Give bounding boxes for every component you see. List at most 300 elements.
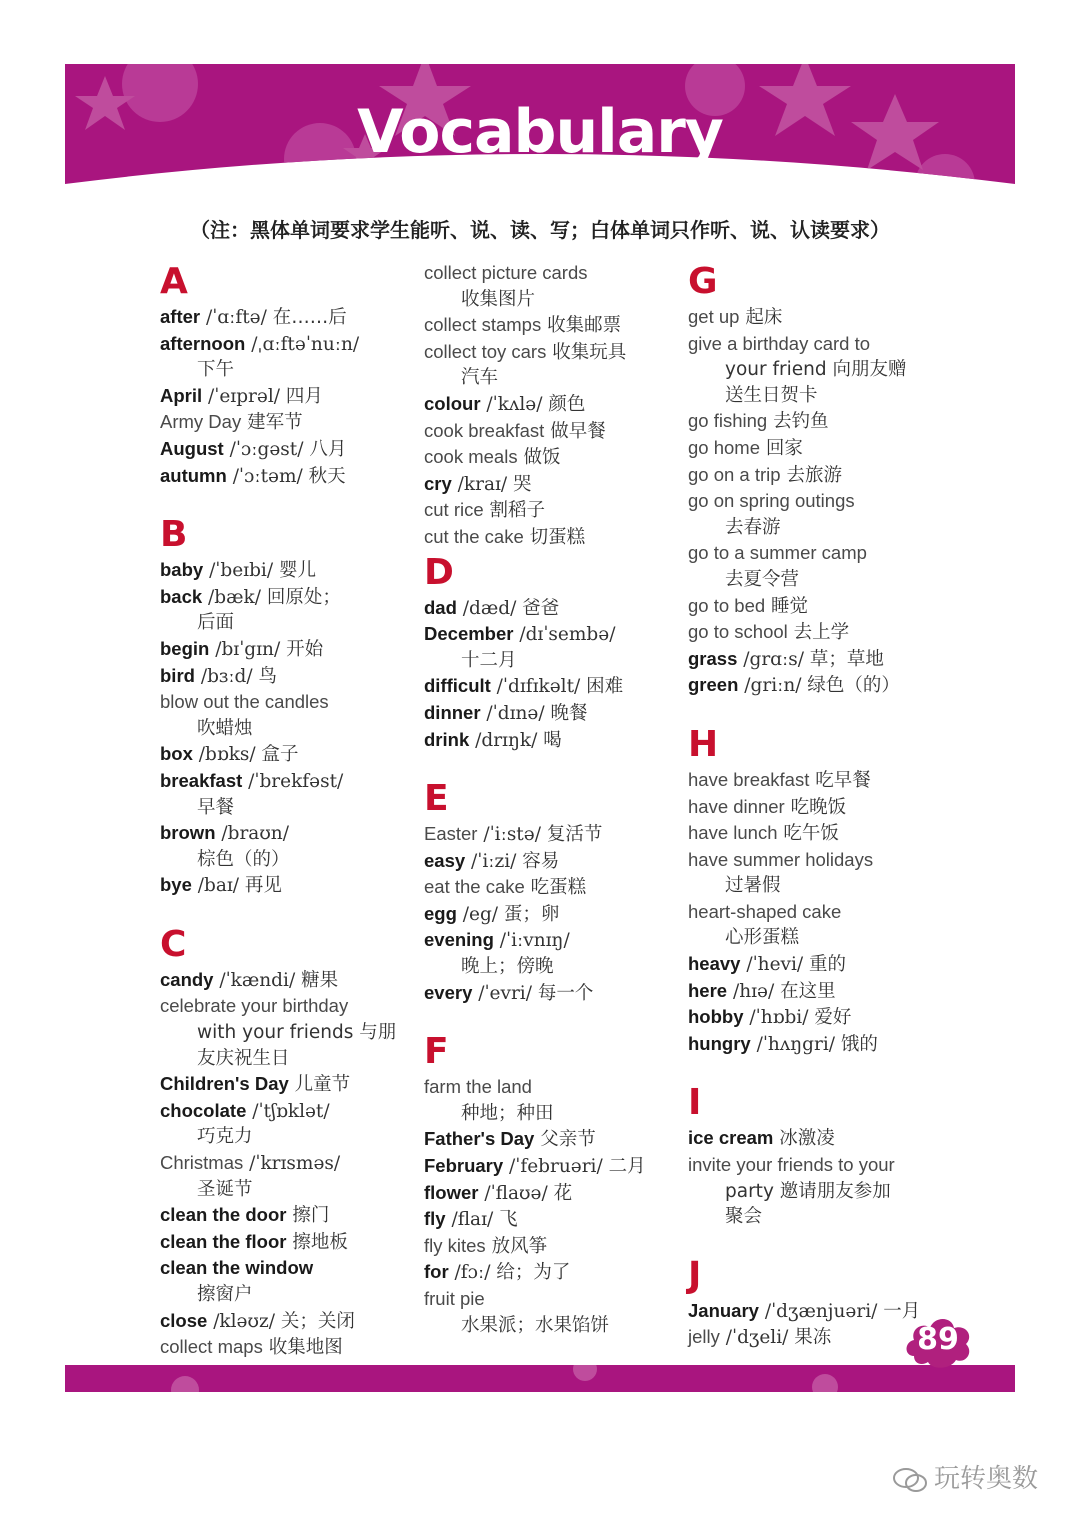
entry-word: go fishing [688,410,768,432]
entry-phonetic: /hɪə/ [727,980,781,1002]
entry-line [160,689,420,716]
entry-meaning: 容易 [522,850,560,872]
entry-word: back [160,585,203,607]
entry-line [424,418,684,445]
entry-line [160,331,420,358]
entry-continuation: 圣诞节 [197,1178,253,1200]
entry-line [160,820,420,847]
entry-meaning: 颜色 [548,393,586,415]
entry-word: go to a summer camp [688,542,867,564]
entry-meaning: 收集地图 [262,1337,343,1359]
vocab-entry [424,700,684,727]
section-gap [688,1230,948,1252]
entry-word: eat the cake [424,876,525,898]
section-letter: H [688,723,719,765]
vocab-entry [160,409,420,436]
vocab-column-1 [160,260,420,1361]
entry-line [160,1334,420,1361]
vocab-column-2 [424,260,684,1338]
entry-word: collect toy cars [424,340,547,362]
vocab-entry [160,1150,420,1202]
entry-phonetic: /ˈflaʊə/ [478,1182,554,1204]
entry-word: brown [160,822,216,844]
entry-meaning: 回原处； [266,586,341,608]
entry-word: bird [160,664,195,686]
entry-phonetic: /ˈiːstə/ [477,824,547,846]
entry-meaning: 秋天 [308,465,346,487]
entry-meaning: 喝 [543,729,562,751]
section-letter: E [424,778,449,820]
vocab-entry [160,304,420,331]
entry-word: December [424,623,514,645]
entry-line [160,557,420,584]
entry-line [688,488,948,515]
page-title: Vocabulary [357,97,723,167]
vocab-entry [424,524,684,551]
entry-meaning: 去旅游 [780,464,842,486]
section-gap [160,489,420,511]
entry-meaning: 饿的 [840,1033,878,1055]
entry-line [688,899,948,926]
entry-line [160,304,420,331]
entry-word: collect maps [160,1336,263,1358]
entry-line [688,331,948,358]
entry-line [688,462,948,489]
entry-continuation: 去夏令营 [725,568,800,590]
entry-meaning: 花 [553,1182,573,1204]
vocab-entry [424,497,684,524]
entry-line [424,444,684,471]
entry-line [424,497,684,524]
entry-meaning: 果冻 [794,1327,832,1349]
vocab-entry [424,980,684,1007]
entry-word: hobby [688,1006,744,1028]
entry-continuation: 心形蛋糕 [725,927,800,949]
entry-meaning: 四月 [285,385,323,407]
entry-word: colour [424,392,481,414]
section-letter: J [688,1254,702,1296]
vocab-entry [160,820,420,872]
entry-phonetic: /ˈbeɪbi/ [203,560,279,582]
entry-meaning: 一月 [883,1300,921,1322]
vocab-entry [160,768,420,820]
entry-phonetic: /bɜːd/ [194,665,259,687]
entry-word: fly [424,1208,446,1230]
vocab-entry [688,1004,948,1031]
entry-line [688,951,948,978]
entry-word: clean the door [160,1204,287,1226]
vocab-entry [424,901,684,928]
entry-phonetic: /ˈhevi/ [740,954,810,976]
entry-word: invite your friends to your [688,1154,895,1176]
entry-word: begin [160,637,210,659]
entry-continuation: 去春游 [725,516,781,538]
entry-word: go to school [688,621,788,643]
instruction-note: （注：黑体单词要求学生能听、说、读、写；白体单词只作听、说、认读要求） [190,218,890,242]
entry-word: collect stamps [424,314,542,336]
wechat-icon [892,1467,928,1493]
entry-word: every [424,981,473,1003]
entry-meaning: 吃晚饭 [784,796,847,818]
vocab-entry [688,488,948,540]
entry-continuation: 巧克力 [197,1126,253,1148]
entry-word: chocolate [160,1099,247,1121]
entry-phonetic: /ˈɔːtəm/ [226,465,309,487]
entry-continuation: 收集图片 [461,288,536,310]
entry-word: difficult [424,675,491,697]
entry-line [424,1180,684,1207]
entry-word: have breakfast [688,768,810,790]
entry-word: celebrate your birthday [160,995,349,1017]
entry-meaning: 鸟 [258,665,278,687]
vocab-entry [424,1180,684,1207]
vocab-entry [688,408,948,435]
entry-continuation: 汽车 [461,367,499,389]
entry-word: farm the land [424,1076,532,1098]
entry-meaning: 做饭 [517,447,561,469]
vocab-entry [160,1098,420,1150]
entry-continuation: with your friends 与朋 [197,1022,397,1044]
entry-meaning: 擦门 [286,1205,330,1227]
vocab-entry [424,595,684,622]
entry-line [160,1098,420,1125]
entry-line [424,1206,684,1233]
entry-line [424,727,684,754]
entry-continuation: 棕色（的） [197,848,290,870]
vocab-entry [160,993,420,1071]
entry-phonetic: /ˈfebruəri/ [503,1156,609,1178]
entry-meaning: 八月 [309,438,347,460]
entry-phonetic: /ˈdʒeli/ [719,1327,795,1349]
entry-phonetic: /griːn/ [738,675,808,697]
entry-line [160,436,420,463]
vocab-entry [424,1074,684,1126]
entry-meaning: 蛋；卵 [503,903,560,925]
entry-phonetic: /ˈdɪnə/ [480,702,551,724]
entry-word: go to bed [688,594,766,616]
entry-word: here [688,979,728,1001]
entry-word: jelly [688,1326,720,1348]
entry-meaning: 爸爸 [522,597,560,619]
entry-line [160,967,420,994]
entry-line [424,848,684,875]
vocab-entry [688,1125,948,1152]
entry-continuation: 友庆祝生日 [197,1047,290,1069]
vocab-entry [424,673,684,700]
entry-line [688,619,948,646]
entry-word: drink [424,728,470,750]
vocab-entry [688,646,948,673]
entry-word: cry [424,472,452,494]
vocab-entry [424,260,684,312]
entry-meaning: 回家 [760,437,803,459]
entry-continuation: 十二月 [461,649,517,671]
entry-line [688,1125,948,1152]
entry-line [424,1286,684,1313]
entry-phonetic: /dɪˈsembə/ [513,624,616,646]
entry-phonetic: /ˈdʒænjuəri/ [758,1300,884,1322]
entry-word: Children's Day [160,1073,289,1095]
entry-phonetic: /flaɪ/ [445,1209,500,1231]
vocab-entry [160,1334,420,1361]
entry-continuation: 过暑假 [725,875,781,897]
entry-continuation: 下午 [197,359,235,381]
vocab-entry [160,1229,420,1256]
entry-line [160,993,420,1020]
entry-phonetic: /ˈevri/ [472,982,538,1004]
entry-line [424,1074,684,1101]
entry-meaning: 父亲节 [534,1129,596,1151]
entry-phonetic: /kləʊz/ [207,1310,281,1332]
entry-phonetic: /bɪˈgɪn/ [209,638,287,660]
entry-meaning: 建军节 [241,412,303,434]
vocab-entry [688,794,948,821]
entry-phonetic: /ˈdɪfɪkəlt/ [490,676,587,698]
entry-phonetic: /ˈeɪprəl/ [202,385,286,407]
entry-meaning: 收集玩具 [546,341,627,363]
entry-line [688,1152,948,1179]
entry-word: blow out the candles [160,691,329,713]
entry-meaning: 去钓鱼 [767,411,829,433]
entry-continuation: 擦窗户 [197,1284,253,1305]
entry-line [424,391,684,418]
entry-word: have lunch [688,822,778,844]
entry-line [160,1308,420,1335]
entry-line [424,1259,684,1286]
entry-continuation: 水果派；水果馅饼 [461,1314,610,1336]
entry-continuation: party 邀请朋友参加 [725,1180,891,1202]
entry-meaning: 儿童节 [288,1074,351,1096]
vocab-entry [424,848,684,875]
vocab-entry [160,557,420,584]
entry-line [688,646,948,673]
entry-phonetic: /ˌɑːftəˈnuːn/ [245,333,360,355]
entry-line [424,673,684,700]
entry-line [160,1150,420,1177]
entry-word: cook meals [424,446,518,468]
entry-word: grass [688,647,738,669]
entry-line [424,471,684,498]
entry-phonetic: /ˈkʌlə/ [480,393,549,415]
entry-meaning: 冰激凌 [773,1128,835,1150]
entry-meaning: 起床 [739,307,783,328]
entry-line [424,339,684,366]
vocab-entry [160,1202,420,1229]
entry-phonetic: /eg/ [456,903,504,925]
entry-word: give a birthday card to [688,332,871,354]
entry-line [688,408,948,435]
entry-phonetic: /ˈiːvnɪŋ/ [493,930,570,952]
entry-line [424,621,684,648]
vocab-entry [424,1286,684,1338]
entry-word: fruit pie [424,1288,485,1309]
entry-meaning: 困难 [586,676,624,698]
entry-meaning: 在这里 [780,980,836,1002]
entry-meaning: 婴儿 [278,560,316,582]
vocab-entry [688,435,948,462]
entry-meaning: 重的 [809,954,847,976]
entry-continuation: 晚上；傍晚 [461,956,554,978]
entry-meaning: 睡觉 [765,595,809,617]
vocab-entry [688,304,948,331]
entry-word: cut the cake [424,525,524,547]
entry-word: easy [424,849,466,871]
entry-line [688,820,948,847]
entry-word: go on a trip [688,463,781,485]
section-gap [160,899,420,921]
vocab-entry [160,872,420,899]
section-letter: I [688,1082,702,1124]
vocab-entry [160,1255,420,1307]
entry-word: heart-shaped cake [688,900,842,922]
entry-word: for [424,1261,449,1283]
entry-word: autumn [160,464,227,486]
entry-meaning: 擦地板 [286,1231,348,1253]
entry-word: Christmas [160,1152,244,1174]
section-letter: C [160,923,187,965]
entry-word: February [424,1155,504,1177]
entry-line [424,312,684,339]
entry-line [424,1153,684,1180]
vocab-entry [688,1031,948,1058]
entry-phonetic: /baɪ/ [191,875,245,897]
entry-line [688,540,948,567]
vocab-column-3 [688,260,948,1351]
entry-word: collect picture cards [424,262,588,283]
entry-line [160,663,420,690]
vocab-entry [688,978,948,1005]
vocab-entry [688,951,948,978]
entry-word: green [688,674,739,696]
entry-meaning: 切蛋糕 [523,526,586,548]
entry-line [688,978,948,1005]
vocab-entry [424,418,684,445]
entry-meaning: 绿色（的） [807,675,900,697]
section-letter: A [160,261,188,302]
vocab-entry [160,1308,420,1335]
entry-word: flower [424,1181,479,1203]
entry-continuation: your friend 向朋友赠 [725,359,907,381]
entry-meaning: 盒子 [261,744,299,766]
entry-word: August [160,437,224,459]
vocab-entry [424,339,684,391]
entry-word: Army Day [160,411,242,433]
vocab-entry [688,1152,948,1230]
entry-word: after [160,306,201,327]
entry-line [424,901,684,928]
entry-phonetic: /ˈkændi/ [213,969,302,991]
section-letter: D [424,551,454,593]
entry-word: close [160,1309,208,1331]
entry-line [424,1233,684,1260]
entry-line [160,636,420,663]
entry-meaning: 吃蛋糕 [524,877,587,899]
vocab-entry [160,584,420,636]
entry-meaning: 开始 [286,638,324,660]
entry-line [424,595,684,622]
page-number: 89 [917,1322,959,1357]
entry-meaning: 在……后 [272,307,347,328]
section-letter: F [424,1031,449,1073]
entry-line [688,672,948,699]
entry-word: breakfast [160,769,243,791]
entry-line [688,593,948,620]
vocab-entry [688,899,948,951]
entry-meaning: 哭 [513,473,532,495]
entry-continuation: 早餐 [197,796,235,818]
vocab-entry [424,1233,684,1260]
entry-line [160,584,420,611]
entry-phonetic: /grɑːs/ [737,648,810,670]
vocab-entry [688,767,948,794]
vocab-entry [424,1206,684,1233]
entry-phonetic: /ˈɑːftə/ [200,307,273,328]
entry-meaning: 吃早餐 [809,769,871,791]
entry-phonetic: /braʊn/ [215,823,289,845]
entry-word: box [160,743,193,765]
entry-continuation: 后面 [197,612,235,634]
entry-phonetic: /bæk/ [202,586,267,608]
page-subtitle: 词汇表 [500,164,579,194]
vocab-entry [688,331,948,409]
entry-word: bye [160,874,192,896]
entry-line [424,980,684,1007]
entry-phonetic: /ˈɔːgəst/ [223,438,310,460]
entry-meaning: 关；关闭 [280,1310,355,1332]
entry-word: have dinner [688,795,785,817]
entry-word: April [160,384,203,406]
entry-line [688,1031,948,1058]
entry-meaning: 二月 [608,1156,646,1178]
entry-meaning: 爱好 [814,1007,852,1029]
entry-word: clean the window [160,1257,314,1279]
vocab-entry [688,847,948,899]
entry-word: go on spring outings [688,490,855,512]
vocab-entry [688,619,948,646]
entry-word: Father's Day [424,1128,535,1150]
entry-line [160,409,420,436]
entry-word: hungry [688,1032,751,1054]
entry-word: cook breakfast [424,419,545,441]
vocab-entry [424,727,684,754]
entry-phonetic: /ˈhʌŋgri/ [750,1033,841,1055]
entry-meaning: 再见 [244,875,282,897]
entry-line [160,1071,420,1098]
page-number-badge [902,1312,974,1370]
vocab-entry [688,672,948,699]
section-letter: G [688,261,718,302]
entry-word: heavy [688,953,741,975]
vocab-entry [160,383,420,410]
vocab-entry [160,463,420,490]
watermark [892,1458,1038,1495]
entry-phonetic: /ˈkrɪsməs/ [243,1153,341,1175]
vocab-entry [160,331,420,383]
vocab-entry [424,1126,684,1153]
vocab-entry [424,444,684,471]
entry-line [160,741,420,768]
entry-line [688,794,948,821]
entry-line [688,1004,948,1031]
vocab-entry [424,621,684,673]
entry-word: egg [424,902,457,924]
entry-meaning: 晚餐 [550,702,588,724]
entry-phonetic: /dæd/ [456,597,523,619]
vocab-entry [424,1259,684,1286]
footer-decoration [65,1365,1015,1392]
entry-word: candy [160,968,214,990]
vocab-entry [160,967,420,994]
